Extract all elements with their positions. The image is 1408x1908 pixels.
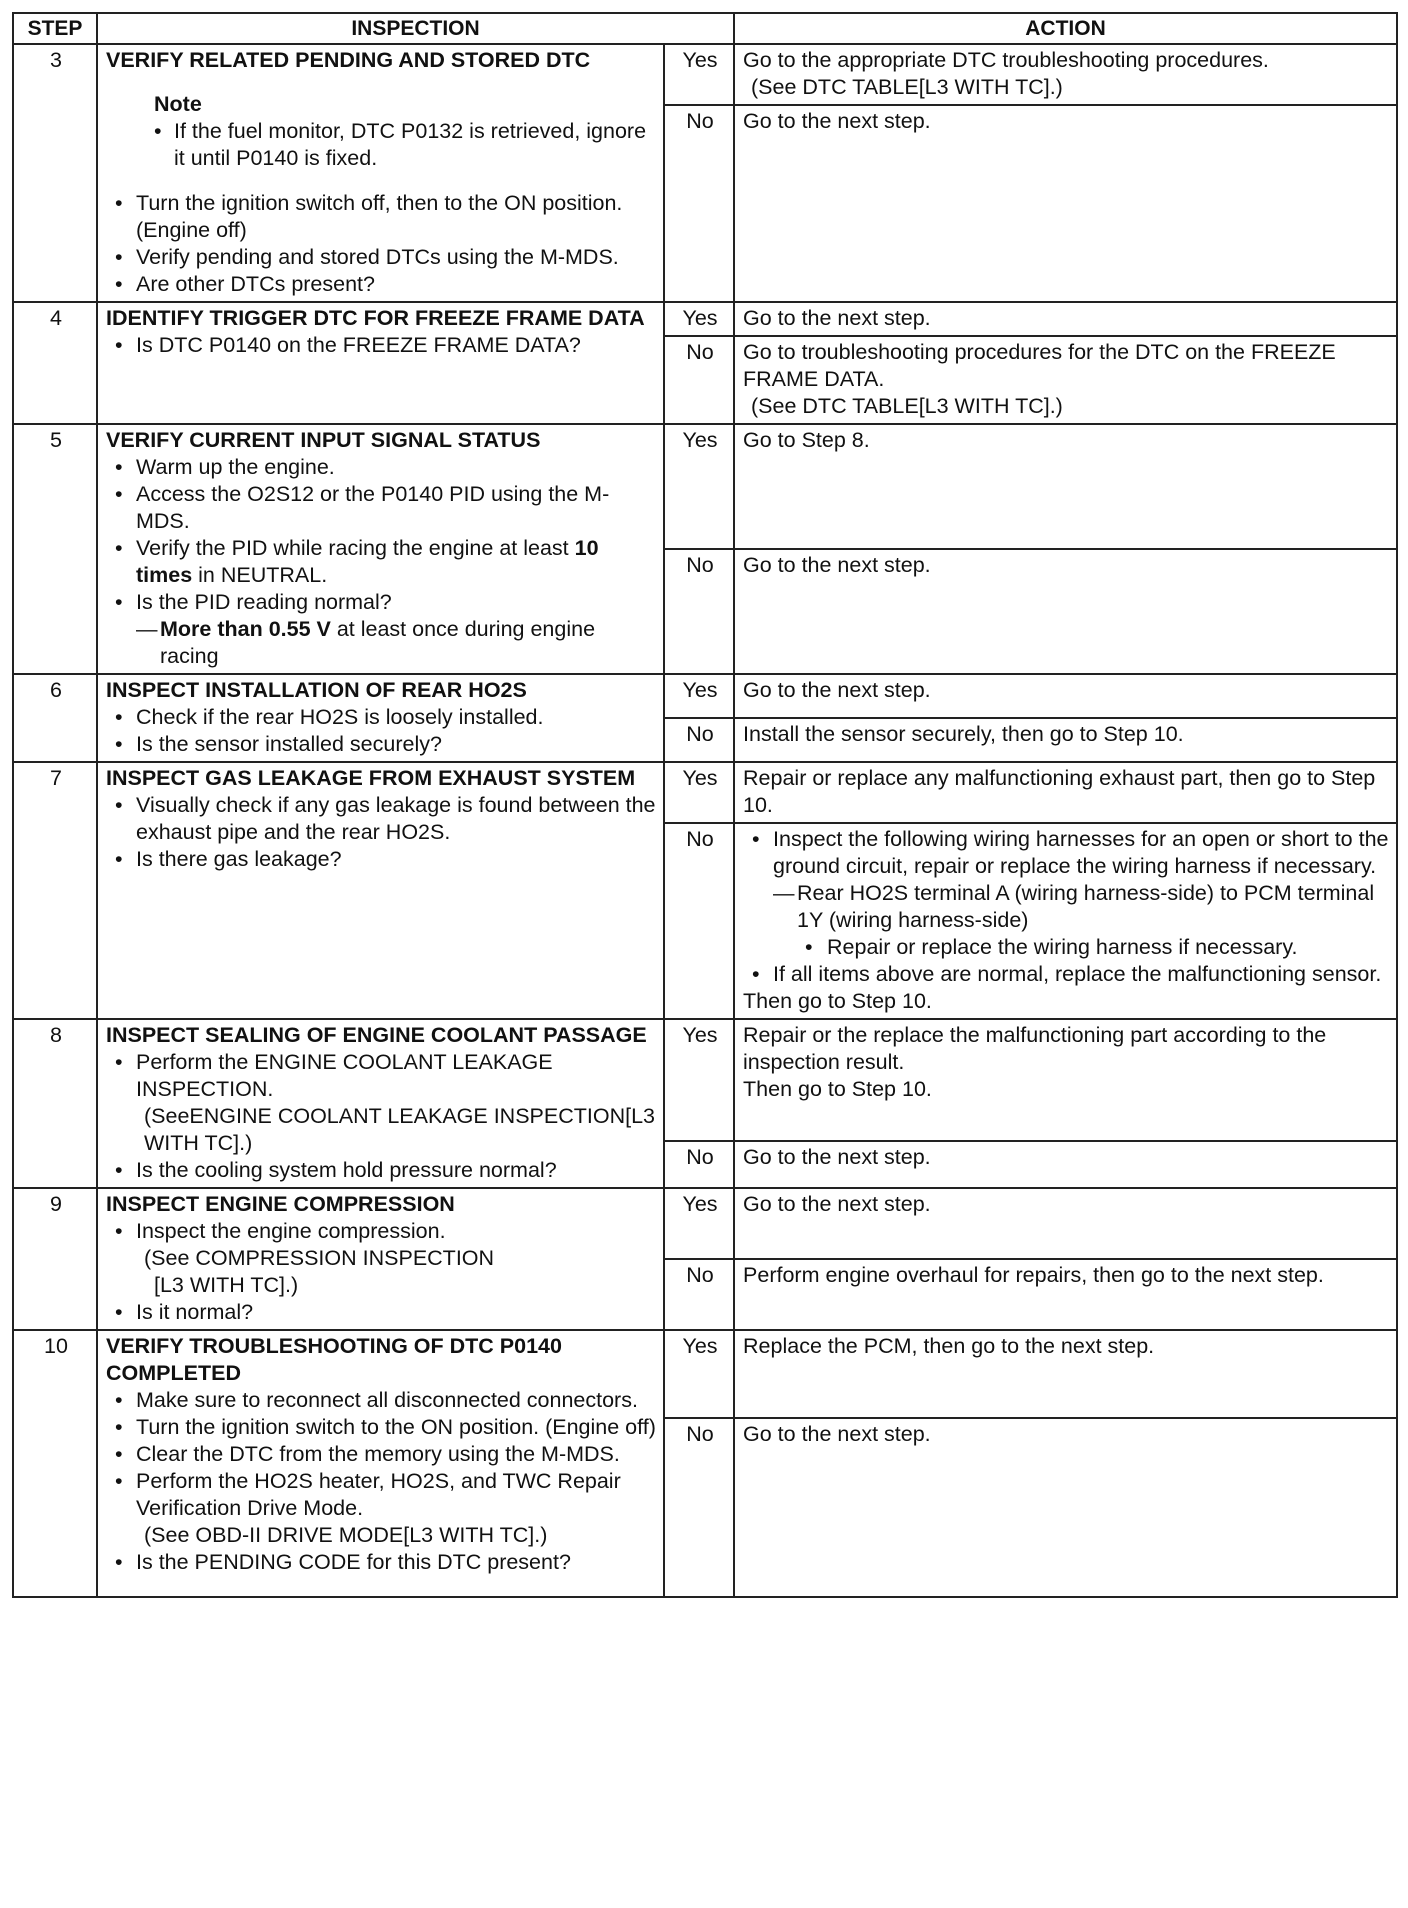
item-text: in NEUTRAL. bbox=[192, 563, 328, 587]
no-label: No bbox=[664, 1418, 734, 1597]
reference-link[interactable]: [L3 WITH TC].) bbox=[154, 1273, 299, 1297]
item-text: Inspect the following wiring harnesses for an open or short to the ground circuit, repair or replace the wiring harness if necessary. bbox=[773, 827, 1389, 878]
yes-action: Replace the PCM, then go to the next step. bbox=[734, 1330, 1397, 1418]
item-emphasis: 10 times bbox=[136, 536, 599, 587]
inspection-title: VERIFY RELATED PENDING AND STORED DTC bbox=[106, 48, 591, 72]
inspection-item: • Warm up the engine. bbox=[106, 454, 657, 481]
inspection-item: • Turn the ignition switch off, then to the ON position. (Engine off) bbox=[106, 190, 657, 244]
inspection-item bbox=[106, 1468, 657, 1549]
reference-link[interactable]: (See DTC TABLE[L3 WITH TC].) bbox=[751, 394, 1063, 418]
no-action: Go to the next step. bbox=[734, 1418, 1397, 1597]
table-row bbox=[13, 44, 1397, 105]
item-text: Is the PID reading normal? bbox=[136, 590, 392, 614]
yes-label: Yes bbox=[664, 1330, 734, 1418]
note-label: Note bbox=[154, 92, 202, 116]
reference-link[interactable]: (SeeENGINE COOLANT LEAKAGE INSPECTION[L3 WITH TC].) bbox=[144, 1104, 655, 1155]
inspection-item: • Is the sensor installed securely? bbox=[106, 731, 657, 758]
table-row bbox=[13, 1019, 1397, 1141]
yes-label: Yes bbox=[664, 674, 734, 718]
inspection-item: • Is the cooling system hold pressure normal? bbox=[106, 1157, 657, 1184]
step-number: 3 bbox=[13, 44, 97, 302]
inspection-item: • Clear the DTC from the memory using the M-MDS. bbox=[106, 1441, 657, 1468]
yes-action: Repair or replace any malfunctioning exhaust part, then go to Step 10. bbox=[734, 762, 1397, 823]
action-item: • If all items above are normal, replace the malfunctioning sensor. bbox=[743, 961, 1390, 988]
inspection-cell bbox=[97, 1188, 664, 1330]
no-action: Install the sensor securely, then go to Step 10. bbox=[734, 718, 1397, 762]
inspection-item: • Turn the ignition switch to the ON position. (Engine off) bbox=[106, 1414, 657, 1441]
item-text: Verify the PID while racing the engine at least bbox=[136, 536, 575, 560]
step-number: 5 bbox=[13, 424, 97, 674]
header-inspection: INSPECTION bbox=[97, 13, 734, 44]
inspection-title: INSPECT ENGINE COMPRESSION bbox=[106, 1192, 455, 1216]
inspection-title: IDENTIFY TRIGGER DTC FOR FREEZE FRAME DATA bbox=[106, 306, 645, 330]
inspection-item bbox=[106, 535, 657, 589]
inspection-cell bbox=[97, 44, 664, 302]
step-number: 4 bbox=[13, 302, 97, 424]
no-action bbox=[734, 336, 1397, 424]
sub-item bbox=[136, 616, 657, 670]
yes-action: Go to Step 8. bbox=[734, 424, 1397, 549]
inspection-cell bbox=[97, 674, 664, 762]
inspection-title: INSPECT INSTALLATION OF REAR HO2S bbox=[106, 678, 527, 702]
yes-action bbox=[734, 44, 1397, 105]
action-item bbox=[743, 826, 1390, 961]
action-text: Go to the appropriate DTC troubleshooting procedures. bbox=[743, 48, 1269, 72]
no-label: No bbox=[664, 336, 734, 424]
sub-item bbox=[773, 880, 1390, 934]
inspection-item: • Check if the rear HO2S is loosely installed. bbox=[106, 704, 657, 731]
inspection-item: • Access the O2S12 or the P0140 PID using the M-MDS. bbox=[106, 481, 657, 535]
yes-label: Yes bbox=[664, 1019, 734, 1141]
no-label: No bbox=[664, 718, 734, 762]
inspection-item: • Make sure to reconnect all disconnected connectors. bbox=[106, 1387, 657, 1414]
inspection-item: • Is it normal? bbox=[106, 1299, 657, 1326]
inspection-cell bbox=[97, 1019, 664, 1188]
dash-marker: — bbox=[136, 617, 158, 641]
table-row bbox=[13, 762, 1397, 823]
no-action bbox=[734, 823, 1397, 1019]
inspection-cell bbox=[97, 424, 664, 674]
no-label: No bbox=[664, 823, 734, 1019]
inspection-item: • Is DTC P0140 on the FREEZE FRAME DATA? bbox=[106, 332, 657, 359]
header-action: ACTION bbox=[734, 13, 1397, 44]
inspection-item bbox=[106, 1049, 657, 1157]
inspection-title: INSPECT GAS LEAKAGE FROM EXHAUST SYSTEM bbox=[106, 766, 636, 790]
step-number: 7 bbox=[13, 762, 97, 1019]
item-text: Rear HO2S terminal A (wiring harness-side) to PCM terminal 1Y (wiring harness-side) bbox=[797, 881, 1375, 932]
action-tail: Then go to Step 10. bbox=[743, 1077, 932, 1101]
yes-label: Yes bbox=[664, 1188, 734, 1259]
troubleshooting-document bbox=[12, 12, 1396, 1598]
step-number: 8 bbox=[13, 1019, 97, 1188]
inspection-item: • Is there gas leakage? bbox=[106, 846, 657, 873]
item-emphasis: More than 0.55 V bbox=[160, 617, 331, 641]
no-label: No bbox=[664, 105, 734, 302]
action-tail: Then go to Step 10. bbox=[743, 989, 932, 1013]
inspection-item bbox=[106, 1218, 657, 1299]
step-number: 6 bbox=[13, 674, 97, 762]
no-action: Go to the next step. bbox=[734, 105, 1397, 302]
header-step: STEP bbox=[13, 13, 97, 44]
dash-marker: — bbox=[773, 881, 795, 905]
table-row bbox=[13, 1330, 1397, 1418]
inspection-cell bbox=[97, 302, 664, 424]
inspection-item: • Are other DTCs present? bbox=[106, 271, 657, 298]
no-label: No bbox=[664, 549, 734, 674]
inspection-title: VERIFY TROUBLESHOOTING OF DTC P0140 COMPLETED bbox=[106, 1334, 562, 1385]
inspection-cell bbox=[97, 762, 664, 1019]
no-action: Perform engine overhaul for repairs, then go to the next step. bbox=[734, 1259, 1397, 1330]
note-block bbox=[118, 91, 657, 172]
sub-sub-item: • Repair or replace the wiring harness if necessary. bbox=[773, 934, 1390, 961]
step-number: 10 bbox=[13, 1330, 97, 1597]
no-action: Go to the next step. bbox=[734, 549, 1397, 674]
inspection-item bbox=[106, 589, 657, 670]
table-row bbox=[13, 424, 1397, 549]
yes-label: Yes bbox=[664, 762, 734, 823]
item-text: Perform the ENGINE COOLANT LEAKAGE INSPECTION. bbox=[136, 1050, 553, 1101]
yes-action: Go to the next step. bbox=[734, 674, 1397, 718]
yes-action: Go to the next step. bbox=[734, 302, 1397, 336]
table-row bbox=[13, 674, 1397, 718]
yes-label: Yes bbox=[664, 44, 734, 105]
yes-action: Go to the next step. bbox=[734, 1188, 1397, 1259]
reference-link[interactable]: (See COMPRESSION INSPECTION bbox=[144, 1246, 495, 1270]
action-text: Go to troubleshooting procedures for the DTC on the FREEZE FRAME DATA. bbox=[743, 340, 1336, 391]
yes-action bbox=[734, 1019, 1397, 1141]
reference-link[interactable]: (See DTC TABLE[L3 WITH TC].) bbox=[751, 75, 1063, 99]
inspection-item: • Visually check if any gas leakage is found between the exhaust pipe and the rear HO2S. bbox=[106, 792, 657, 846]
inspection-item: • Is the PENDING CODE for this DTC present? bbox=[106, 1549, 657, 1576]
table-row bbox=[13, 1188, 1397, 1259]
inspection-title: VERIFY CURRENT INPUT SIGNAL STATUS bbox=[106, 428, 541, 452]
inspection-item: • Verify pending and stored DTCs using the M-MDS. bbox=[106, 244, 657, 271]
item-text: at least once during engine racing bbox=[160, 617, 596, 668]
yes-label: Yes bbox=[664, 424, 734, 549]
no-action: Go to the next step. bbox=[734, 1141, 1397, 1188]
item-text: Inspect the engine compression. bbox=[136, 1219, 446, 1243]
action-text: Repair or the replace the malfunctioning part according to the inspection result. bbox=[743, 1023, 1327, 1074]
step-number: 9 bbox=[13, 1188, 97, 1330]
note-item: • If the fuel monitor, DTC P0132 is retrieved, ignore it until P0140 is fixed. bbox=[118, 118, 657, 172]
reference-link[interactable]: (See OBD-II DRIVE MODE[L3 WITH TC].) bbox=[144, 1523, 548, 1547]
inspection-title: INSPECT SEALING OF ENGINE COOLANT PASSAGE bbox=[106, 1023, 647, 1047]
inspection-cell bbox=[97, 1330, 664, 1597]
no-label: No bbox=[664, 1259, 734, 1330]
no-label: No bbox=[664, 1141, 734, 1188]
yes-label: Yes bbox=[664, 302, 734, 336]
table-header-row bbox=[13, 13, 1397, 44]
table-row bbox=[13, 302, 1397, 336]
troubleshooting-table bbox=[12, 12, 1398, 1598]
item-text: Perform the HO2S heater, HO2S, and TWC Repair Verification Drive Mode. bbox=[136, 1469, 621, 1520]
